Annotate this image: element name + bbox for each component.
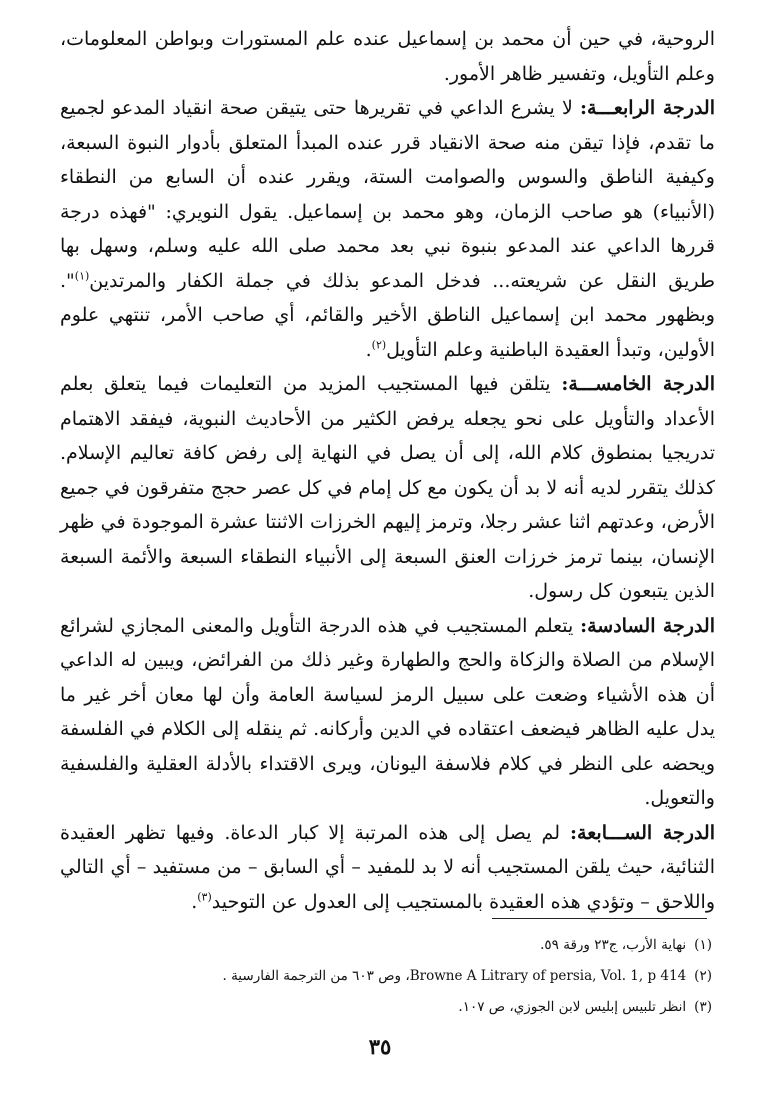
paragraph-degree-5 (60, 367, 715, 609)
footnote-ref-1[interactable]: (١) (74, 269, 90, 283)
footnote-2 (60, 961, 712, 992)
paragraph-text: لم يصل إلى هذه المرتبة إلا كبار الدعاة. وفيها تظهر العقيدة الثنائية، حيث يلقن المستجيب أنه لا بد للمفيد – أي السابق – من مستفيد – أي التالي واللاحق – وتؤدي هذه العقيدة بالمستجيب إلى العدول عن التوحيد (60, 821, 715, 913)
paragraph-text-end: . (365, 338, 372, 361)
paragraph-degree-6 (60, 609, 715, 816)
paragraph-degree-4 (60, 91, 715, 367)
footnote-text: نهاية الأرب، ج٢٣ ورقة ٥٩. (540, 937, 687, 953)
footnote-text: ، وص ٦٠٣ من الترجمة الفارسية . (222, 968, 410, 984)
footnote-ref-3[interactable]: (٣) (197, 890, 212, 904)
paragraph-text-continued: ". وبظهور محمد ابن إسماعيل الناطق الأخير والقائم، أي صاحب الأمر، تنتهي علوم الأولين، وتبدأ العقيدة الباطنية وعلم التأويل (60, 269, 715, 361)
footnote-number: (١) (694, 937, 712, 953)
footnote-1 (60, 930, 712, 961)
footnote-3 (60, 992, 712, 1023)
footnote-number: (٣) (694, 999, 712, 1015)
footnote-text: انظر تلبيس إبليس لابن الجوزي، ص ١٠٧. (458, 999, 687, 1015)
footnote-number: (٢) (694, 968, 712, 984)
paragraph-intro (60, 22, 715, 91)
paragraph-text: لا يشرع الداعي في تقريرها حتى يتيقن صحة انقياد المدعو لجميع ما تقدم، فإذا تيقن منه صحة الانقياد قرر عنده المبدأ المتعلق بأدوار النبوة السبعة، وكيفية الناطق والسوس والصوامت الستة، ويقرر عنده أن السابع من النطقاء (الأنبياء) هو صاحب الزمان، وهو محمد بن إسماعيل. يقول النويري: "فهذه درجة قررها الداعي عند المدعو بنبوة نبي بعد محمد صلى الله عليه وسلم، وسهل بها طريق النقل عن شريعته... فدخل المدعو بذلك في جملة الكفار والمرتدين (60, 97, 715, 292)
footnotes (60, 930, 712, 1023)
paragraph-text-continued: . (191, 890, 198, 913)
degree-4-heading: الدرجة الرابعـــة: (579, 97, 715, 119)
paragraph-text: يتلقن فيها المستجيب المزيد من التعليمات فيما يتعلق بعلم الأعداد والتأويل على نحو يجعله يرفض الكثير من الأحاديث النبوية، فيفقد الاهتمام تدريجيا بمنطوق كلام الله، إلى أن يصل في النهاية إلى رفض كافة تعاليم الإسلام. كذلك يتقرر لديه أنه لا بد أن يكون مع كل إمام في كل عصر حجج متفرقون في جميع الأرض، وعدتهم اثنا عشر رجلا، وترمز إليهم الخرزات الاثنتا عشرة الموجودة في ظهر الإنسان، بينما ترمز خرزات العنق السبعة إلى الأنبياء النطقاء السبعة والأئمة السبعة الذين يتبعون كل رسول. (60, 373, 715, 602)
degree-5-heading: الدرجة الخامســـة: (561, 373, 715, 395)
footnote-ref-2[interactable]: (٢) (371, 338, 387, 352)
page-number: ٣٥ (368, 1034, 392, 1059)
main-text (60, 22, 715, 919)
footnote-source-latin: Browne A Litrary of persia, Vol. 1, p 414 (409, 968, 687, 984)
footnote-separator (492, 918, 707, 919)
paragraph-degree-7 (60, 816, 715, 920)
paragraph-text: يتعلم المستجيب في هذه الدرجة التأويل والمعنى المجازي لشرائع الإسلام من الصلاة والزكاة والحج والطهارة وغير ذلك من الفرائض، ويبين له الداعي أن هذه الأشياء وضعت على سبيل الرمز لسياسة العامة وأن لها معان أخر غير ما يدل عليه الظاهر فيضعف اعتقاده في الدين وأركانه. ثم ينقله إلى الكلام في الفلسفة ويحضه على النظر في كلام فلاسفة اليونان، ويرى الاقتداء بالأدلة العقلية والفلسفية والتعويل. (60, 614, 715, 809)
paragraph-text: الروحية، في حين أن محمد بن إسماعيل عنده علم المستورات وبواطن المعلومات، وعلم التأويل، وتفسير ظاهر الأمور. (60, 28, 715, 85)
degree-6-heading: الدرجة السادسة: (580, 614, 715, 637)
degree-7-heading: الدرجة الســـابعة: (570, 821, 715, 844)
